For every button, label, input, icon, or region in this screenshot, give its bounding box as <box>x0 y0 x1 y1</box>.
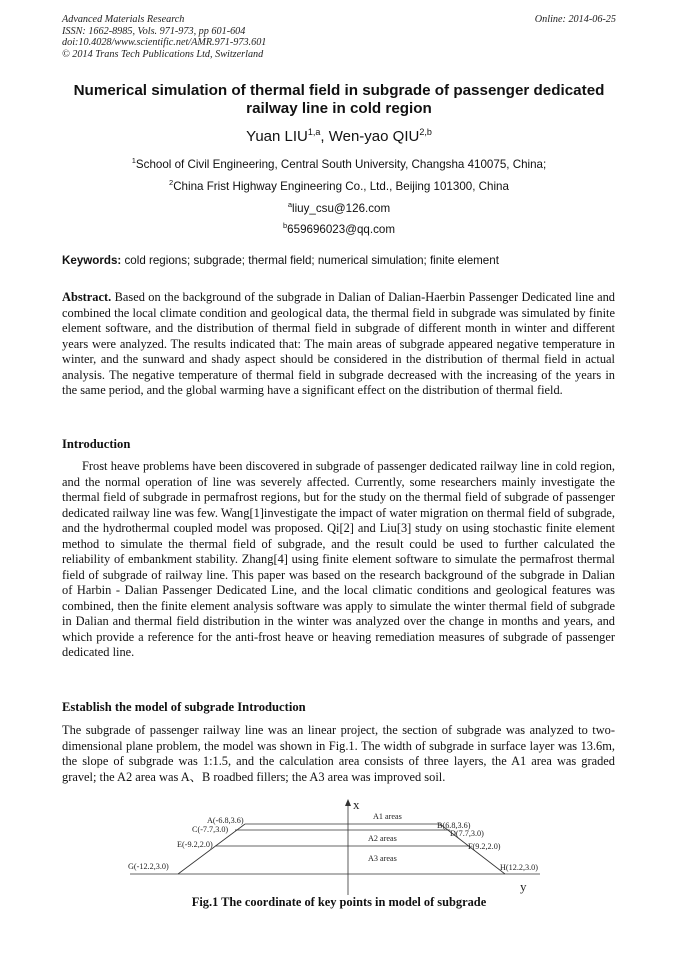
author-line <box>0 127 678 145</box>
point-c-label: C(-7.7,3.0) <box>192 825 229 834</box>
email-b-sup: b <box>283 221 288 230</box>
paper-title: Numerical simulation of thermal field in subgrade of passenger dedicated railway line in cold region <box>73 82 605 117</box>
keywords-text: cold regions; subgrade; thermal field; numerical simulation; finite element <box>121 254 499 267</box>
affiliation-2-sup: 2 <box>169 178 174 187</box>
point-e-label: E(-9.2,2.0) <box>177 840 213 849</box>
email-b-text: 659696023@qq.com <box>287 222 395 236</box>
point-d-label: D(7.7,3.0) <box>450 829 484 838</box>
point-a-label: A(-6.8,3.6) <box>207 816 244 825</box>
author-1: Yuan LIU <box>246 128 308 145</box>
affiliation-1-text: School of Civil Engineering, Central South University, Changsha 410075, China; <box>135 157 547 171</box>
journal-name: Advanced Materials Research <box>62 14 185 25</box>
area-a3-label: A3 areas <box>368 854 397 863</box>
abstract <box>62 290 615 399</box>
area-a2-label: A2 areas <box>368 834 397 843</box>
author-1-sup: 1,a <box>307 127 321 137</box>
author-2-sup: 2,b <box>419 127 432 137</box>
model-text: The subgrade of passenger railway line was an linear project, the section of subgrade was analyzed to two-dimensional plane problem, the model was shown in Fig.1. The width of subgrade in surface layer was 13.6m, the slope of subgrade was 1:1.5, and the calculation area consists of three layers, the A1 area was graded gravel; the A2 area was A、B roadbed fillers; the A3 area was improved soil. <box>62 723 615 784</box>
affiliation-1-sup: 1 <box>131 156 136 165</box>
point-f-label: F(9.2,2.0) <box>468 842 501 851</box>
email-b <box>0 221 678 236</box>
issn-line: ISSN: 1662-8985, Vols. 971-973, pp 601-604 <box>62 25 246 37</box>
point-h-label: H(12.2,3.0) <box>500 863 538 872</box>
affiliation-2-text: China Frist Highway Engineering Co., Ltd., Beijing 101300, China <box>173 179 509 193</box>
doi-line: doi:10.4028/www.scientific.net/AMR.971-973.601 <box>62 37 267 48</box>
y-axis-label: y <box>520 879 527 894</box>
email-a-sup: a <box>287 200 293 209</box>
introduction-heading: Introduction <box>62 437 131 451</box>
email-a-text: liuy_csu@126.com <box>292 201 391 215</box>
figure-caption: Fig.1 The coordinate of key points in model of subgrade <box>191 895 487 909</box>
subgrade-figure <box>120 795 570 895</box>
keywords <box>62 254 499 267</box>
area-a1-label: A1 areas <box>373 812 402 821</box>
introduction-text: Frost heave problems have been discovered in subgrade of passenger dedicated railway line in cold region, and the normal operation of line was severely affected. Currently, some researchers mainly investigate the thermal field of subgrade in permafrost regions, but for the study on the thermal field of subgrade of passenger dedicated railway line was few. Wang[1]investigate the impact of water migration on thermal field of subgrade, and the hydrothermal coupled model was proposed. Qi[2] and Liu[3] study on using stochastic finite element method to simulate the thermal field of subgrade, and the result could be used to further calculated the reliability of embankment stability. Zhang[4] using finite element software to simulate the permafrost thermal field of subgrade of railway line. This paper was based on the research background of the subgrade in Dalian of Harbin - Dalian Passenger Dedicated Line, and the local climatic conditions and geological features was combined, then the finite element analysis software was apply to simulate the winter thermal field of subgrade in Dalian and thermal field distribution in the winter was analyzed over the change in months and years, and which provide a reference for the anti-frost heave or heaving remediation measures of subgrade of passenger dedicated line. <box>62 459 615 659</box>
email-a <box>0 200 678 215</box>
online-date: Online: 2014-06-25 <box>534 14 616 25</box>
point-b-label: B(6.8,3.6) <box>437 821 471 830</box>
point-g-label: G(-12.2,3.0) <box>128 862 169 871</box>
journal-header <box>62 14 266 60</box>
abstract-text: Based on the background of the subgrade in Dalian of Dalian-Haerbin Passenger Dedicated line and combined the local climate condition and geological data, the thermal field in subgrade was simulated by finite element software, and the distribution of thermal field in subgrade of different month in winter and different years were analyzed. The results indicated that: The main areas of subgrade appeared negative temperature in winter, and the sunward and shady aspect should be considered in the distribution of thermal field in actual analysis. The negative temperature of thermal field in subgrade decreased with the increasing of the years in the same period, and the global warming have a significant effect on the distribution of thermal field. <box>62 290 615 397</box>
x-axis-arrow <box>345 799 351 806</box>
abstract-label: Abstract. <box>62 290 112 304</box>
affiliation-1 <box>0 156 678 171</box>
copyright-line: © 2014 Trans Tech Publications Ltd, Switzerland <box>62 48 264 60</box>
model-heading: Establish the model of subgrade Introduction <box>62 700 306 714</box>
keywords-label: Keywords: <box>62 254 122 267</box>
author-separator: , <box>320 128 329 145</box>
x-axis-label: x <box>353 797 360 812</box>
affiliation-2 <box>0 178 678 193</box>
author-2: Wen-yao QIU <box>328 128 420 145</box>
